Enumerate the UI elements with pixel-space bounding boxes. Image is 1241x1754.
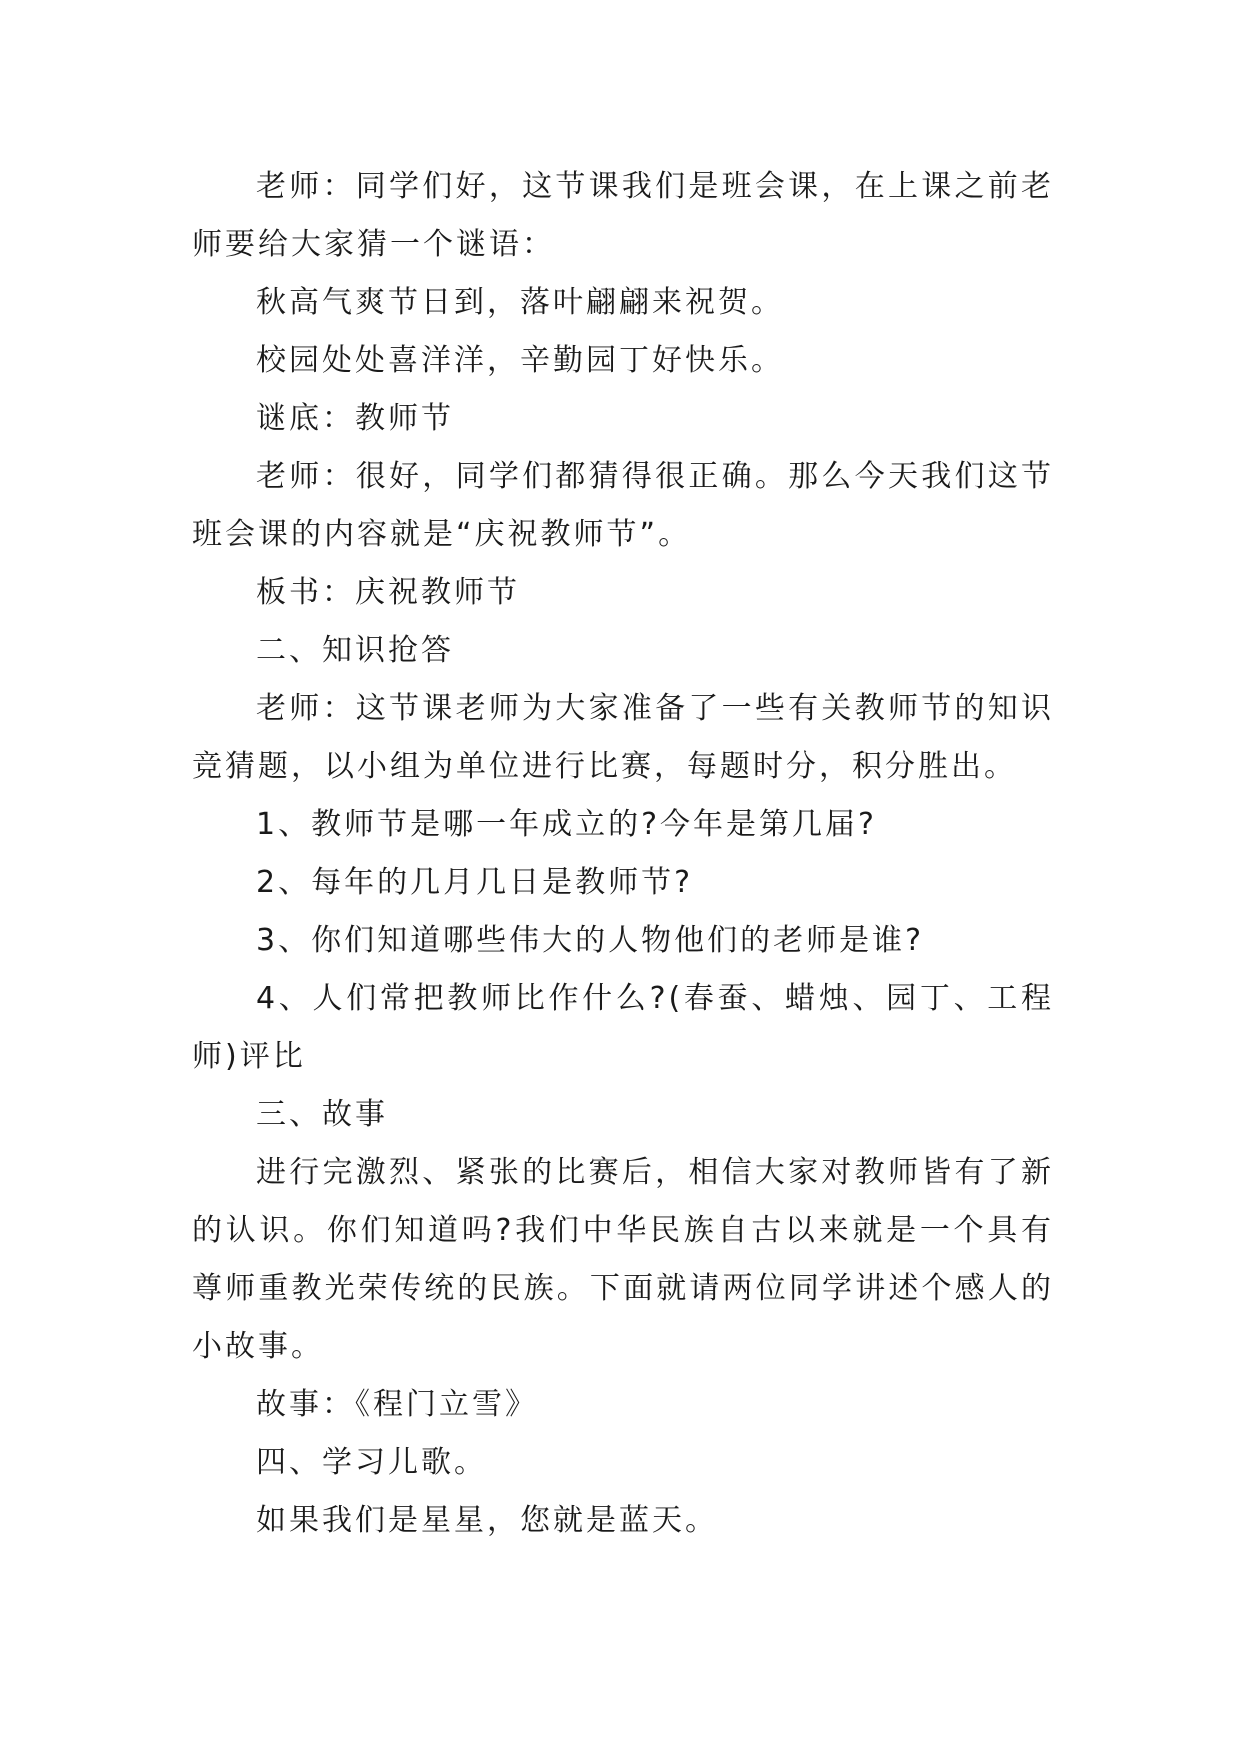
paragraph-riddle-line-2: 校园处处喜洋洋，辛勤园丁好快乐。: [256, 343, 784, 378]
quiz-question-2: 2、每年的几月几日是教师节?: [256, 865, 694, 900]
paragraph-riddle-line-1: 秋高气爽节日到，落叶翩翩来祝贺。: [256, 285, 784, 320]
section-heading-song: 四、学习儿歌。: [256, 1445, 487, 1480]
quiz-question-4: 4、人们常把教师比作什么?(春蚕、蜡烛、园丁、工程师)评比: [192, 981, 1054, 1074]
paragraph-story-title: 故事：《程门立雪》: [256, 1387, 538, 1422]
section-heading-story: 三、故事: [256, 1097, 388, 1132]
paragraph-riddle-intro: 老师：同学们好，这节课我们是班会课，在上课之前老师要给大家猜一个谜语：: [192, 169, 1054, 262]
paragraph-riddle-answer: 谜底：教师节: [256, 401, 454, 436]
paragraph-quiz-intro: 老师：这节课老师为大家准备了一些有关教师节的知识竞猜题，以小组为单位进行比赛，每题时分，积分胜出。: [192, 691, 1054, 784]
paragraph-song-line-1: 如果我们是星星，您就是蓝天。: [256, 1503, 718, 1538]
paragraph-topic-intro: 老师：很好，同学们都猜得很正确。那么今天我们这节班会课的内容就是“庆祝教师节”。: [192, 459, 1054, 552]
paragraph-story-intro: 进行完激烈、紧张的比赛后，相信大家对教师皆有了新的认识。你们知道吗?我们中华民族自古以来就是一个具有尊师重教光荣传统的民族。下面就请两位同学讲述个感人的小故事。: [192, 1155, 1054, 1364]
quiz-question-1: 1、教师节是哪一年成立的?今年是第几届?: [256, 807, 877, 842]
section-heading-quiz: 二、知识抢答: [256, 633, 454, 668]
document-body: [192, 158, 1054, 1550]
quiz-question-3: 3、你们知道哪些伟大的人物他们的老师是谁?: [256, 923, 925, 958]
paragraph-blackboard: 板书：庆祝教师节: [256, 575, 520, 610]
